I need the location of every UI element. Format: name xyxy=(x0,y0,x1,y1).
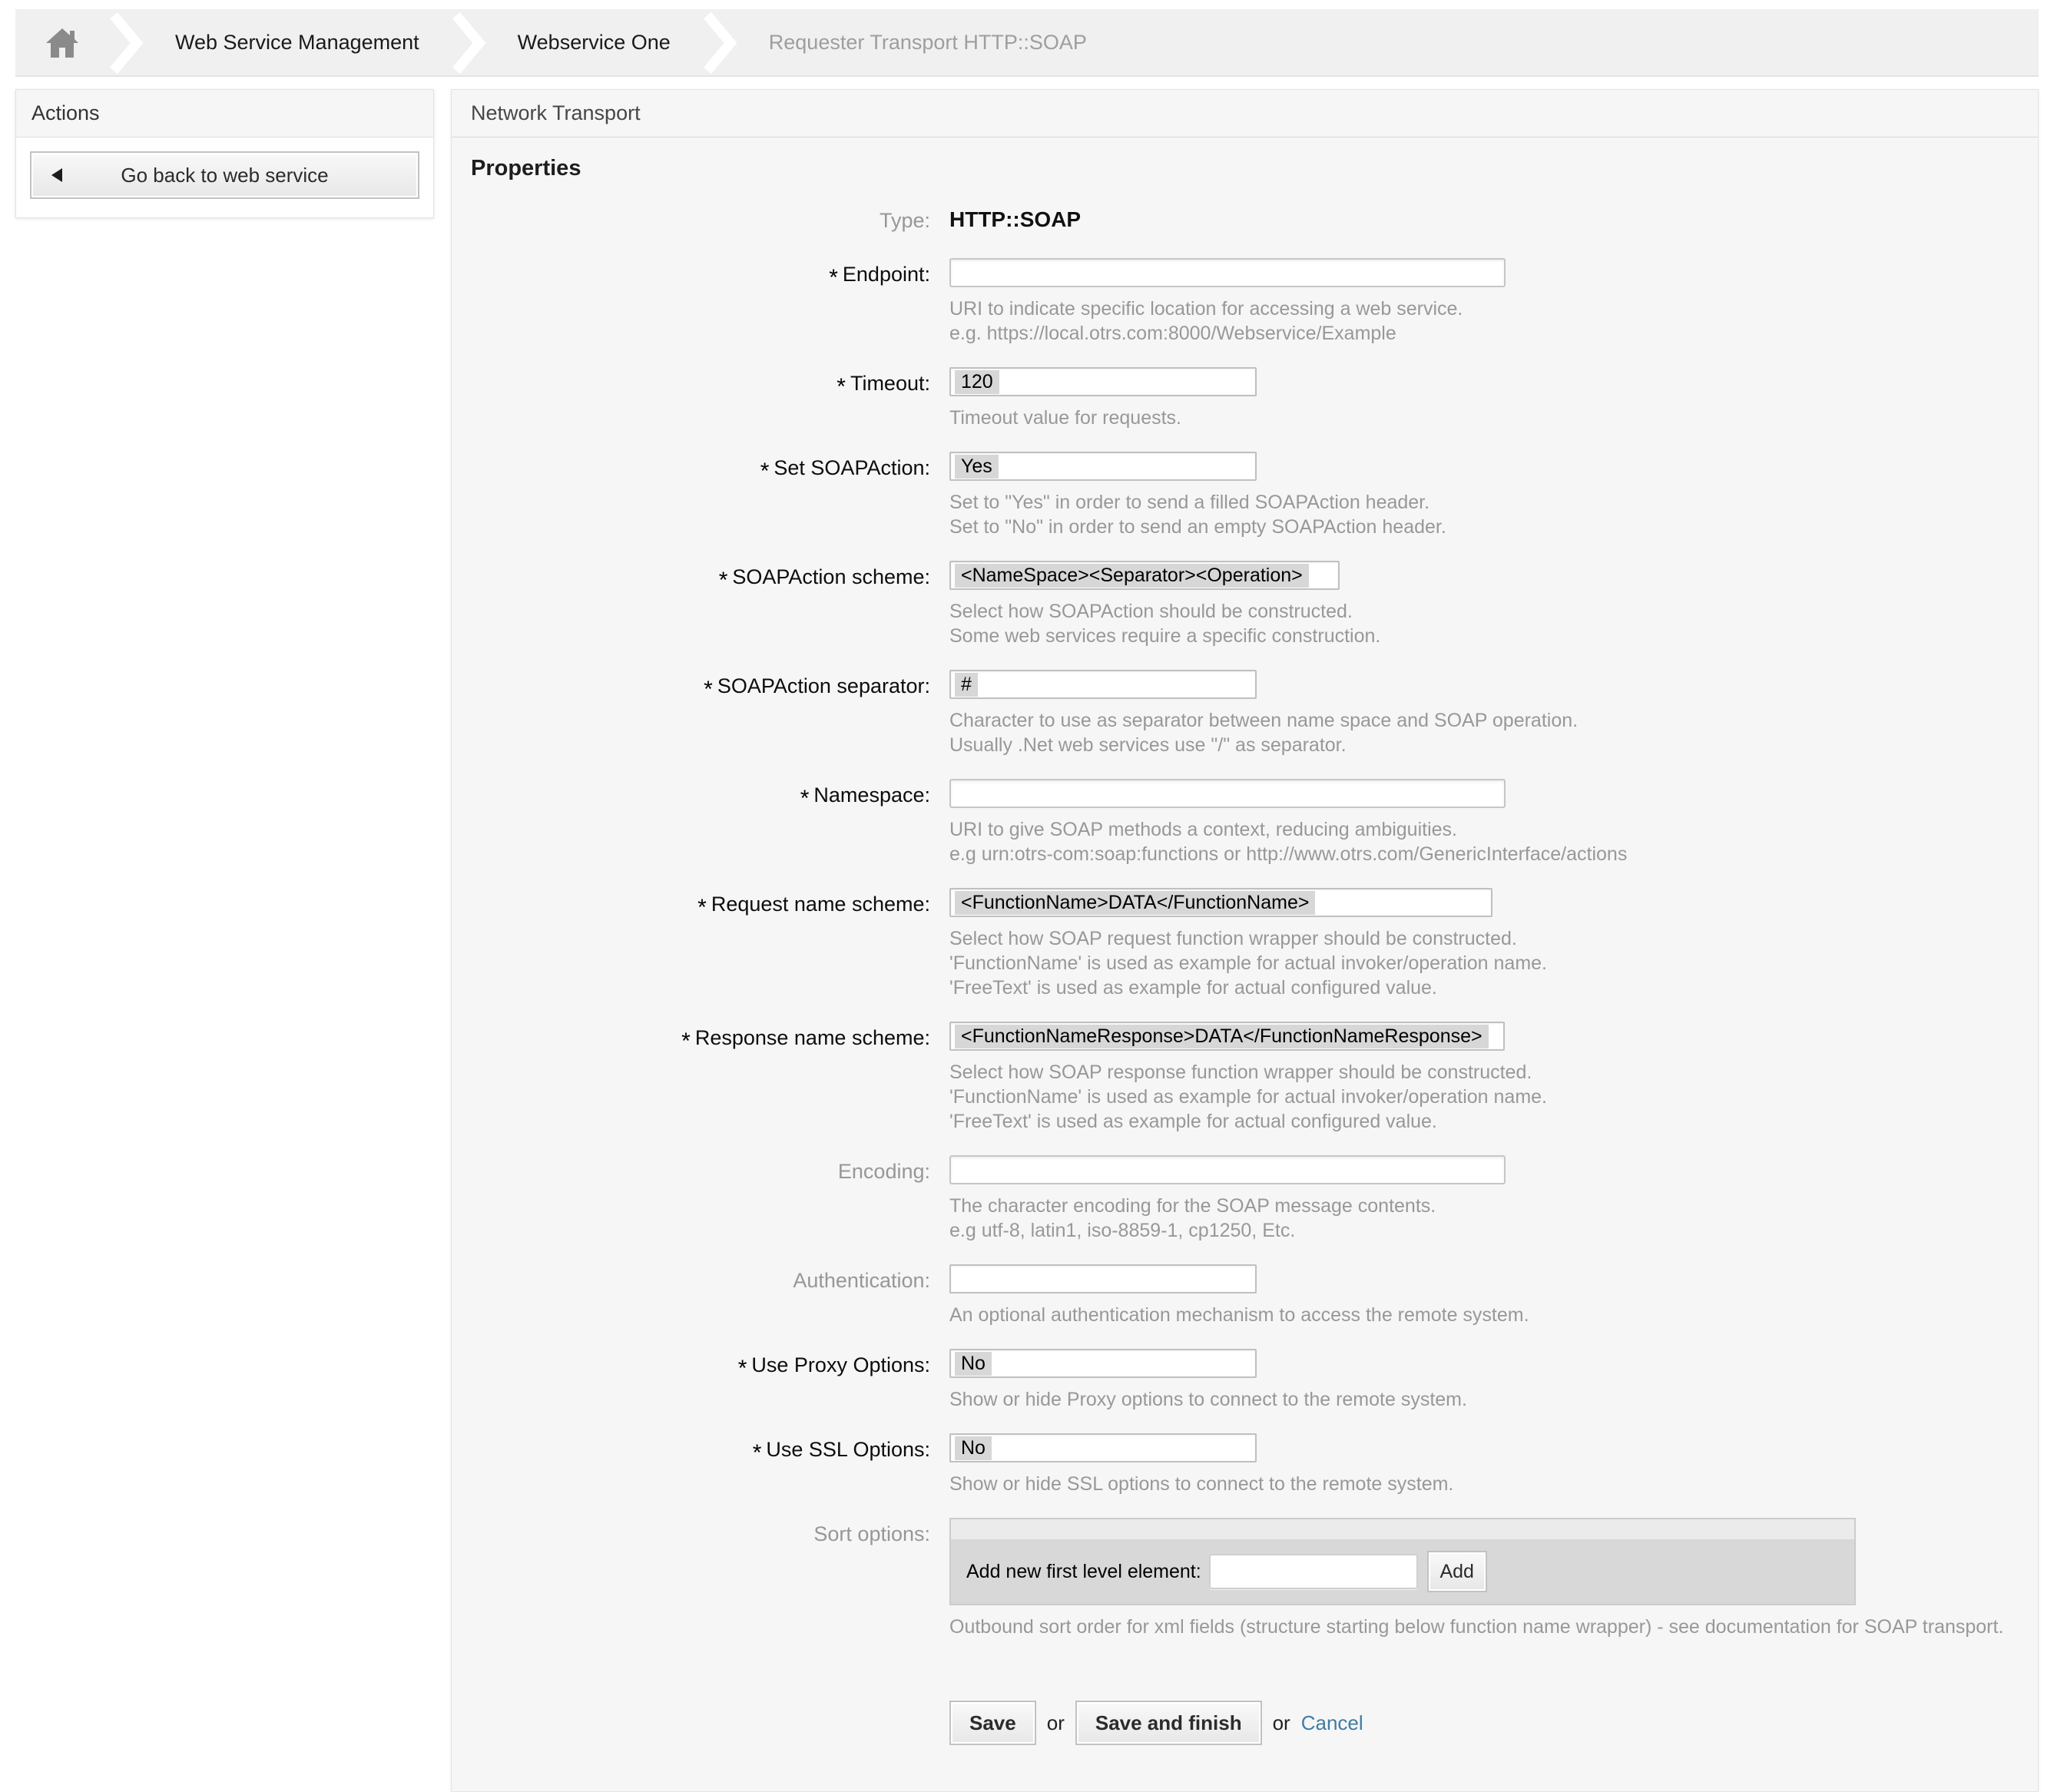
timeout-selected-value: 120 xyxy=(955,370,999,394)
field-row-request-name-scheme xyxy=(452,888,2038,1022)
request-name-scheme-help-line: 'FreeText' is used as example for actual configured value. xyxy=(949,977,1437,999)
authentication-label-text: Authentication: xyxy=(793,1269,930,1292)
soapaction-scheme-help-line: Some web services require a specific construction. xyxy=(949,625,1381,647)
encoding-field xyxy=(949,1155,2038,1264)
namespace-help-line: e.g urn:otrs-com:soap:functions or http://www.otrs.com/GenericInterface/actions xyxy=(949,843,1628,865)
field-row-soapaction-separator xyxy=(452,670,2038,779)
use-proxy-options-help-line: Show or hide Proxy options to connect to the remote system. xyxy=(949,1389,1467,1410)
use-ssl-options-select[interactable] xyxy=(949,1433,1257,1462)
breadcrumb-item-current: Requester Transport HTTP::SOAP xyxy=(768,30,1087,54)
breadcrumb-item-web-service-management[interactable]: Web Service Management xyxy=(175,30,419,54)
soapaction-separator-help-line: Character to use as separator between name space and SOAP operation. xyxy=(949,710,1579,731)
type-field xyxy=(949,204,2038,258)
required-asterisk: * xyxy=(704,677,713,702)
timeout-select[interactable] xyxy=(949,367,1257,396)
soapaction-scheme-label-text: SOAPAction scheme: xyxy=(732,565,930,588)
request-name-scheme-field xyxy=(949,888,2038,1022)
namespace-help xyxy=(949,817,2038,866)
home-crumb[interactable] xyxy=(15,9,109,75)
encoding-help-line: The character encoding for the SOAP message contents. xyxy=(949,1195,1436,1217)
soapaction-separator-selected-value: # xyxy=(955,673,978,697)
or-text: or xyxy=(1046,1711,1065,1734)
sort-options-help-line: Outbound sort order for xml fields (structure starting below function name wrapper) - see documentation for SOAP transport. xyxy=(949,1616,2004,1638)
breadcrumb xyxy=(15,9,2039,77)
use-proxy-options-help xyxy=(949,1387,2038,1412)
sort-options-label xyxy=(452,1518,930,1547)
field-row-type xyxy=(452,204,2038,258)
set-soapaction-label xyxy=(452,452,930,484)
network-transport-panel xyxy=(451,89,2039,1792)
namespace-label-text: Namespace: xyxy=(813,783,930,807)
response-name-scheme-help-line: Select how SOAP response function wrapper should be constructed. xyxy=(949,1062,1532,1083)
field-row-sort-options xyxy=(452,1518,2038,1661)
soapaction-separator-help xyxy=(949,708,2038,757)
authentication-label xyxy=(452,1264,930,1293)
panel-header: Network Transport xyxy=(452,90,2038,137)
use-proxy-options-field xyxy=(949,1349,2038,1433)
encoding-label xyxy=(452,1155,930,1184)
soapaction-scheme-field xyxy=(949,561,2038,670)
soapaction-scheme-selected-value: <NameSpace><Separator><Operation> xyxy=(955,564,1309,588)
actions-title: Actions xyxy=(16,90,433,137)
timeout-label-text: Timeout: xyxy=(850,372,930,395)
use-proxy-options-selected-value: No xyxy=(955,1352,992,1376)
response-name-scheme-help-line: 'FreeText' is used as example for actual configured value. xyxy=(949,1111,1437,1132)
set-soapaction-help xyxy=(949,490,2038,539)
encoding-label-text: Encoding: xyxy=(837,1160,930,1183)
endpoint-help-line: URI to indicate specific location for accessing a web service. xyxy=(949,298,1463,320)
request-name-scheme-label-text: Request name scheme: xyxy=(711,893,930,916)
soapaction-scheme-help xyxy=(949,599,2038,648)
endpoint-label-text: Endpoint: xyxy=(842,263,930,286)
back-triangle-icon xyxy=(51,168,62,182)
set-soapaction-label-text: Set SOAPAction: xyxy=(774,456,930,479)
endpoint-help-line: e.g. https://local.otrs.com:8000/Webservice/Example xyxy=(949,323,1396,344)
breadcrumb-item-webservice-one[interactable]: Webservice One xyxy=(517,30,671,54)
endpoint-field xyxy=(949,258,2038,367)
home-icon xyxy=(45,25,80,59)
required-asterisk: * xyxy=(737,1356,747,1381)
use-ssl-options-selected-value: No xyxy=(955,1436,992,1460)
field-row-timeout xyxy=(452,367,2038,452)
sort-options-box-header xyxy=(951,1519,1854,1539)
required-asterisk: * xyxy=(800,786,810,811)
sort-options-field xyxy=(949,1518,2038,1661)
endpoint-label xyxy=(452,258,930,290)
soapaction-separator-select[interactable] xyxy=(949,670,1257,699)
namespace-field xyxy=(949,779,2038,888)
soapaction-separator-field xyxy=(949,670,2038,779)
use-ssl-options-label xyxy=(452,1433,930,1466)
set-soapaction-help-line: Set to "No" in order to send an empty SOAPAction header. xyxy=(949,516,1446,538)
endpoint-help xyxy=(949,296,2038,346)
field-row-endpoint xyxy=(452,258,2038,367)
required-asterisk: * xyxy=(681,1028,691,1054)
authentication-help xyxy=(949,1303,2038,1327)
set-soapaction-help-line: Set to "Yes" in order to send a filled SOAPAction header. xyxy=(949,492,1430,513)
request-name-scheme-help-line: 'FunctionName' is used as example for actual invoker/operation name. xyxy=(949,952,1548,974)
soapaction-separator-help-line: Usually .Net web services use "/" as separator. xyxy=(949,734,1347,756)
add-button[interactable]: Add xyxy=(1427,1551,1487,1592)
sort-options-label-text: Sort options: xyxy=(813,1522,930,1545)
required-asterisk: * xyxy=(829,265,838,290)
soapaction-scheme-help-line: Select how SOAPAction should be constructed. xyxy=(949,601,1353,622)
soapaction-separator-label xyxy=(452,670,930,702)
required-asterisk: * xyxy=(718,568,728,593)
save-and-finish-button[interactable]: Save and finish xyxy=(1075,1701,1262,1745)
encoding-help-line: e.g utf-8, latin1, iso-8859-1, cp1250, Etc. xyxy=(949,1220,1296,1241)
namespace-input[interactable] xyxy=(949,779,1506,808)
or-text: or xyxy=(1272,1711,1290,1734)
type-label-text: Type: xyxy=(879,209,930,232)
encoding-help xyxy=(949,1194,2038,1243)
request-name-scheme-label xyxy=(452,888,930,920)
sort-options-box-row xyxy=(951,1539,1854,1604)
properties-title: Properties xyxy=(471,156,581,181)
field-row-soapaction-scheme xyxy=(452,561,2038,670)
go-back-label: Go back to web service xyxy=(121,164,329,187)
timeout-label xyxy=(452,367,930,399)
sort-options-box xyxy=(949,1518,1856,1605)
timeout-help xyxy=(949,406,2038,430)
request-name-scheme-selected-value: <FunctionName>DATA</FunctionName> xyxy=(955,891,1315,915)
save-button[interactable]: Save xyxy=(949,1701,1036,1745)
use-proxy-options-select[interactable] xyxy=(949,1349,1257,1378)
add-first-level-element-input[interactable] xyxy=(1209,1554,1418,1589)
set-soapaction-field xyxy=(949,452,2038,561)
add-first-level-element-label: Add new first level element: xyxy=(966,1560,1201,1582)
response-name-scheme-label-text: Response name scheme: xyxy=(694,1026,930,1049)
response-name-scheme-label xyxy=(452,1022,930,1054)
chevron-right-icon xyxy=(109,9,143,77)
response-name-scheme-field xyxy=(949,1022,2038,1155)
required-asterisk: * xyxy=(752,1440,762,1466)
authentication-select[interactable] xyxy=(949,1264,1257,1293)
actions-body xyxy=(16,137,433,217)
field-row-set-soapaction xyxy=(452,452,2038,561)
chevron-right-icon xyxy=(703,9,737,77)
timeout-field xyxy=(949,367,2038,452)
response-name-scheme-help-line: 'FunctionName' is used as example for actual invoker/operation name. xyxy=(949,1086,1548,1108)
use-ssl-options-field xyxy=(949,1433,2038,1518)
field-row-authentication xyxy=(452,1264,2038,1349)
request-name-scheme-help-line: Select how SOAP request function wrapper should be constructed. xyxy=(949,928,1517,949)
authentication-field xyxy=(949,1264,2038,1349)
response-name-scheme-help xyxy=(949,1060,2038,1134)
required-asterisk: * xyxy=(837,374,846,399)
endpoint-input[interactable] xyxy=(949,258,1506,287)
go-back-button[interactable] xyxy=(30,151,419,199)
type-value: HTTP::SOAP xyxy=(949,207,1082,231)
soapaction-scheme-label xyxy=(452,561,930,593)
use-ssl-options-help xyxy=(949,1472,2038,1496)
use-ssl-options-help-line: Show or hide SSL options to connect to the remote system. xyxy=(949,1473,1454,1495)
use-ssl-options-label-text: Use SSL Options: xyxy=(766,1438,930,1461)
field-row-encoding xyxy=(452,1155,2038,1264)
field-row-namespace xyxy=(452,779,2038,888)
use-proxy-options-label xyxy=(452,1349,930,1381)
encoding-input[interactable] xyxy=(949,1155,1506,1184)
soapaction-separator-label-text: SOAPAction separator: xyxy=(717,674,930,697)
set-soapaction-select[interactable] xyxy=(949,452,1257,481)
form-footer xyxy=(949,1701,2038,1745)
request-name-scheme-select[interactable] xyxy=(949,888,1492,917)
use-proxy-options-label-text: Use Proxy Options: xyxy=(751,1353,930,1376)
response-name-scheme-selected-value: <FunctionNameResponse>DATA</FunctionNameResponse> xyxy=(955,1025,1489,1048)
type-label xyxy=(452,204,930,234)
sort-options-help xyxy=(949,1615,2038,1639)
actions-panel xyxy=(15,89,434,218)
timeout-help-line: Timeout value for requests. xyxy=(949,407,1181,429)
chevron-right-icon xyxy=(452,9,485,77)
namespace-help-line: URI to give SOAP methods a context, reducing ambiguities. xyxy=(949,819,1457,840)
required-asterisk: * xyxy=(697,895,707,920)
set-soapaction-selected-value: Yes xyxy=(955,455,999,479)
authentication-help-line: An optional authentication mechanism to access the remote system. xyxy=(949,1304,1529,1326)
namespace-label xyxy=(452,779,930,811)
field-row-response-name-scheme xyxy=(452,1022,2038,1155)
required-asterisk: * xyxy=(760,459,770,484)
form-rows xyxy=(452,204,2038,1661)
cancel-link[interactable]: Cancel xyxy=(1300,1711,1363,1734)
response-name-scheme-select[interactable] xyxy=(949,1022,1505,1051)
field-row-use-ssl-options xyxy=(452,1433,2038,1518)
soapaction-scheme-select[interactable] xyxy=(949,561,1340,590)
request-name-scheme-help xyxy=(949,926,2038,1000)
field-row-use-proxy-options xyxy=(452,1349,2038,1433)
